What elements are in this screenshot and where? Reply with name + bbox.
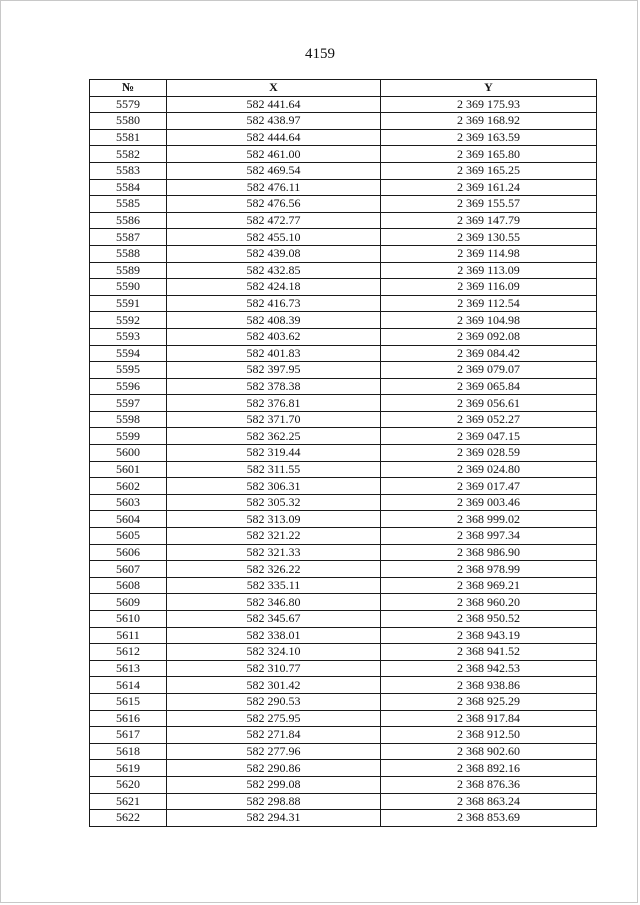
cell-number: 5591 (90, 295, 167, 312)
cell-number: 5605 (90, 528, 167, 545)
cell-y: 2 368 942.53 (381, 660, 597, 677)
cell-x: 582 294.31 (167, 810, 381, 827)
table-row (90, 644, 597, 661)
cell-number: 5587 (90, 229, 167, 246)
table-row (90, 146, 597, 163)
table-row (90, 677, 597, 694)
cell-y: 2 369 163.59 (381, 129, 597, 146)
cell-x: 582 378.38 (167, 378, 381, 395)
cell-number: 5602 (90, 478, 167, 495)
cell-number: 5606 (90, 544, 167, 561)
cell-y: 2 369 165.25 (381, 162, 597, 179)
cell-y: 2 369 084.42 (381, 345, 597, 362)
header-y: Y (381, 80, 597, 97)
table-row (90, 279, 597, 296)
cell-x: 582 362.25 (167, 428, 381, 445)
cell-y: 2 369 028.59 (381, 445, 597, 462)
table-row (90, 328, 597, 345)
cell-x: 582 313.09 (167, 511, 381, 528)
cell-number: 5584 (90, 179, 167, 196)
table-row (90, 776, 597, 793)
cell-x: 582 298.88 (167, 793, 381, 810)
cell-number: 5621 (90, 793, 167, 810)
cell-x: 582 311.55 (167, 461, 381, 478)
table-row (90, 494, 597, 511)
cell-y: 2 369 112.54 (381, 295, 597, 312)
cell-number: 5581 (90, 129, 167, 146)
cell-y: 2 369 079.07 (381, 362, 597, 379)
cell-number: 5585 (90, 196, 167, 213)
cell-x: 582 301.42 (167, 677, 381, 694)
cell-y: 2 368 999.02 (381, 511, 597, 528)
cell-x: 582 299.08 (167, 776, 381, 793)
cell-x: 582 476.11 (167, 179, 381, 196)
table-row (90, 793, 597, 810)
cell-y: 2 368 997.34 (381, 528, 597, 545)
table-row (90, 528, 597, 545)
cell-x: 582 424.18 (167, 279, 381, 296)
cell-x: 582 346.80 (167, 594, 381, 611)
cell-y: 2 368 938.86 (381, 677, 597, 694)
table-row (90, 461, 597, 478)
cell-y: 2 368 925.29 (381, 693, 597, 710)
cell-x: 582 441.64 (167, 96, 381, 113)
cell-y: 2 368 978.99 (381, 561, 597, 578)
table-row (90, 660, 597, 677)
cell-y: 2 369 065.84 (381, 378, 597, 395)
table-row (90, 245, 597, 262)
cell-x: 582 397.95 (167, 362, 381, 379)
cell-number: 5604 (90, 511, 167, 528)
cell-y: 2 368 892.16 (381, 760, 597, 777)
table-row (90, 262, 597, 279)
table-row (90, 428, 597, 445)
cell-number: 5579 (90, 96, 167, 113)
cell-number: 5601 (90, 461, 167, 478)
cell-x: 582 432.85 (167, 262, 381, 279)
table-row (90, 760, 597, 777)
cell-y: 2 369 113.09 (381, 262, 597, 279)
cell-x: 582 376.81 (167, 395, 381, 412)
coordinates-table (89, 79, 597, 827)
cell-number: 5582 (90, 146, 167, 163)
table-row (90, 627, 597, 644)
table-row (90, 212, 597, 229)
table-row (90, 511, 597, 528)
page-number: 4159 (305, 46, 335, 62)
cell-number: 5586 (90, 212, 167, 229)
cell-number: 5616 (90, 710, 167, 727)
table-row (90, 345, 597, 362)
table-row (90, 312, 597, 329)
cell-x: 582 324.10 (167, 644, 381, 661)
table-row (90, 196, 597, 213)
table-row (90, 727, 597, 744)
cell-number: 5609 (90, 594, 167, 611)
table-row (90, 411, 597, 428)
cell-x: 582 472.77 (167, 212, 381, 229)
cell-y: 2 369 161.24 (381, 179, 597, 196)
cell-x: 582 275.95 (167, 710, 381, 727)
cell-y: 2 369 104.98 (381, 312, 597, 329)
cell-x: 582 335.11 (167, 577, 381, 594)
table-row (90, 710, 597, 727)
table-row (90, 113, 597, 130)
cell-x: 582 444.64 (167, 129, 381, 146)
table-row (90, 544, 597, 561)
cell-x: 582 461.00 (167, 146, 381, 163)
cell-x: 582 319.44 (167, 445, 381, 462)
table-row (90, 96, 597, 113)
table-row (90, 594, 597, 611)
cell-x: 582 310.77 (167, 660, 381, 677)
cell-x: 582 306.31 (167, 478, 381, 495)
cell-x: 582 371.70 (167, 411, 381, 428)
cell-x: 582 321.22 (167, 528, 381, 545)
cell-y: 2 369 114.98 (381, 245, 597, 262)
table-row (90, 295, 597, 312)
cell-y: 2 368 986.90 (381, 544, 597, 561)
cell-y: 2 369 024.80 (381, 461, 597, 478)
cell-number: 5580 (90, 113, 167, 130)
cell-y: 2 369 147.79 (381, 212, 597, 229)
cell-number: 5618 (90, 743, 167, 760)
cell-x: 582 345.67 (167, 611, 381, 628)
table-row (90, 378, 597, 395)
cell-number: 5614 (90, 677, 167, 694)
cell-y: 2 369 052.27 (381, 411, 597, 428)
table-row (90, 229, 597, 246)
cell-number: 5603 (90, 494, 167, 511)
table-row (90, 611, 597, 628)
cell-x: 582 290.53 (167, 693, 381, 710)
cell-y: 2 369 175.93 (381, 96, 597, 113)
table-row (90, 445, 597, 462)
table-header-row (90, 80, 597, 97)
cell-number: 5620 (90, 776, 167, 793)
cell-x: 582 476.56 (167, 196, 381, 213)
cell-x: 582 469.54 (167, 162, 381, 179)
cell-y: 2 368 941.52 (381, 644, 597, 661)
cell-number: 5596 (90, 378, 167, 395)
cell-y: 2 368 912.50 (381, 727, 597, 744)
cell-y: 2 368 943.19 (381, 627, 597, 644)
cell-number: 5597 (90, 395, 167, 412)
cell-x: 582 416.73 (167, 295, 381, 312)
table-row (90, 743, 597, 760)
cell-number: 5592 (90, 312, 167, 329)
cell-y: 2 369 047.15 (381, 428, 597, 445)
cell-x: 582 326.22 (167, 561, 381, 578)
header-number: № (90, 80, 167, 97)
cell-x: 582 455.10 (167, 229, 381, 246)
cell-number: 5594 (90, 345, 167, 362)
cell-x: 582 408.39 (167, 312, 381, 329)
table-row (90, 561, 597, 578)
cell-y: 2 369 003.46 (381, 494, 597, 511)
cell-x: 582 305.32 (167, 494, 381, 511)
cell-y: 2 369 165.80 (381, 146, 597, 163)
table-row (90, 810, 597, 827)
table-row (90, 478, 597, 495)
cell-y: 2 368 960.20 (381, 594, 597, 611)
cell-number: 5615 (90, 693, 167, 710)
cell-y: 2 369 155.57 (381, 196, 597, 213)
cell-number: 5589 (90, 262, 167, 279)
cell-number: 5622 (90, 810, 167, 827)
cell-number: 5588 (90, 245, 167, 262)
cell-number: 5612 (90, 644, 167, 661)
cell-x: 582 338.01 (167, 627, 381, 644)
cell-x: 582 438.97 (167, 113, 381, 130)
cell-x: 582 401.83 (167, 345, 381, 362)
cell-x: 582 271.84 (167, 727, 381, 744)
cell-y: 2 368 853.69 (381, 810, 597, 827)
cell-y: 2 368 902.60 (381, 743, 597, 760)
cell-y: 2 369 056.61 (381, 395, 597, 412)
cell-x: 582 321.33 (167, 544, 381, 561)
table-row (90, 179, 597, 196)
cell-y: 2 368 863.24 (381, 793, 597, 810)
cell-number: 5613 (90, 660, 167, 677)
cell-number: 5600 (90, 445, 167, 462)
cell-y: 2 369 017.47 (381, 478, 597, 495)
cell-number: 5595 (90, 362, 167, 379)
cell-number: 5619 (90, 760, 167, 777)
cell-number: 5610 (90, 611, 167, 628)
table-row (90, 362, 597, 379)
cell-y: 2 369 168.92 (381, 113, 597, 130)
table-row (90, 129, 597, 146)
cell-number: 5590 (90, 279, 167, 296)
cell-x: 582 290.86 (167, 760, 381, 777)
cell-y: 2 368 917.84 (381, 710, 597, 727)
table-row (90, 577, 597, 594)
cell-number: 5583 (90, 162, 167, 179)
table-row (90, 162, 597, 179)
cell-y: 2 368 950.52 (381, 611, 597, 628)
cell-y: 2 369 130.55 (381, 229, 597, 246)
cell-number: 5598 (90, 411, 167, 428)
table-body (90, 96, 597, 826)
cell-y: 2 368 969.21 (381, 577, 597, 594)
cell-number: 5617 (90, 727, 167, 744)
cell-number: 5607 (90, 561, 167, 578)
cell-number: 5593 (90, 328, 167, 345)
table-row (90, 693, 597, 710)
cell-x: 582 277.96 (167, 743, 381, 760)
cell-number: 5608 (90, 577, 167, 594)
cell-y: 2 368 876.36 (381, 776, 597, 793)
header-x: X (167, 80, 381, 97)
cell-x: 582 439.08 (167, 245, 381, 262)
cell-x: 582 403.62 (167, 328, 381, 345)
cell-number: 5611 (90, 627, 167, 644)
cell-y: 2 369 092.08 (381, 328, 597, 345)
cell-y: 2 369 116.09 (381, 279, 597, 296)
cell-number: 5599 (90, 428, 167, 445)
table-row (90, 395, 597, 412)
